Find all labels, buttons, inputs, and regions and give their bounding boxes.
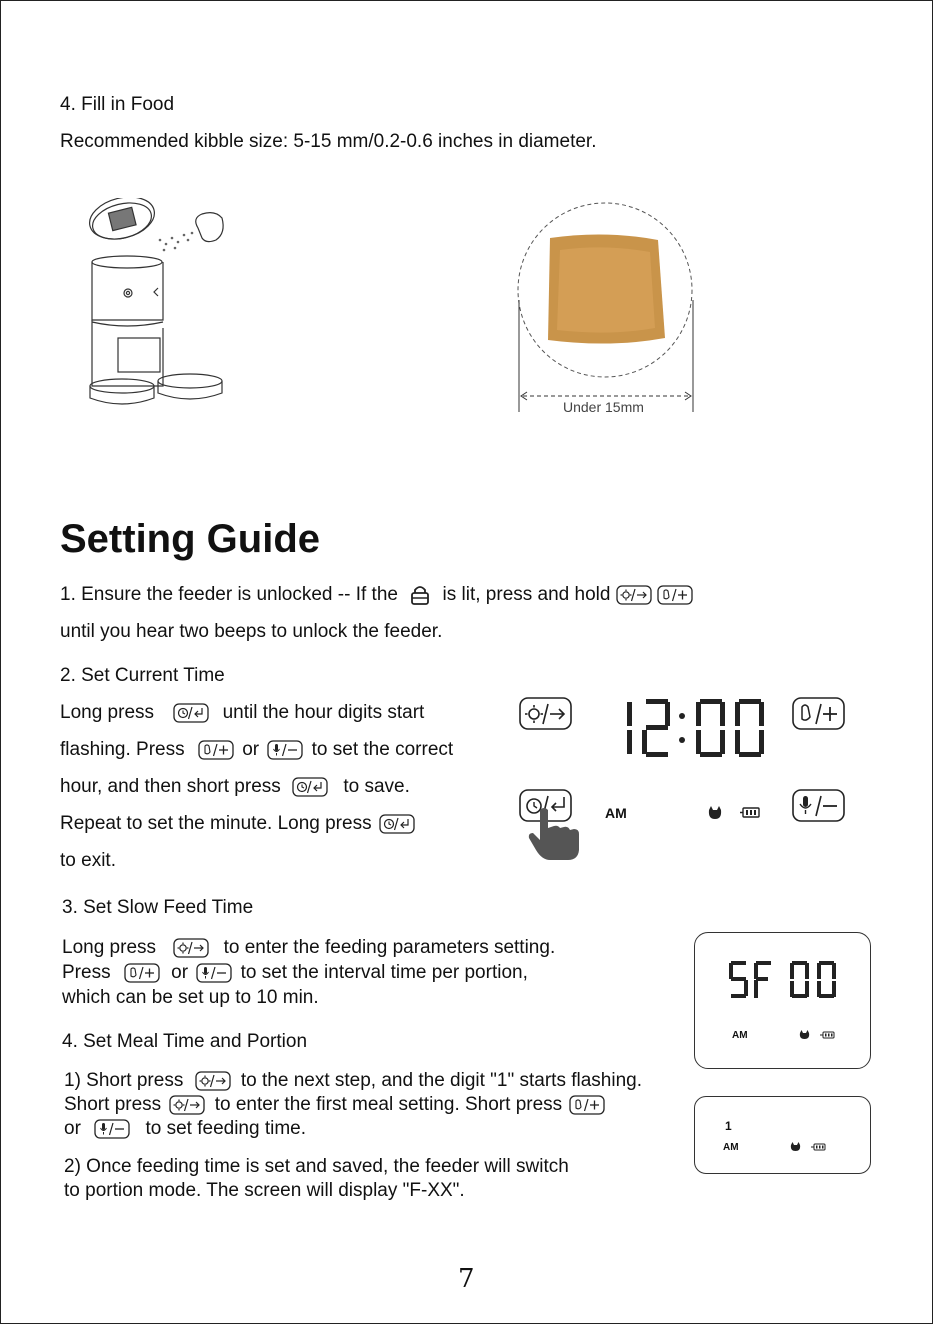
step1-text-a: 1. Ensure the feeder is unlocked -- If the (60, 584, 398, 606)
page-number: 7 (458, 1264, 475, 1294)
slow-feed-display (728, 960, 838, 1000)
clock-display (620, 698, 765, 758)
step4-heading: 4. Set Meal Time and Portion (62, 1031, 308, 1052)
step3-line1 (62, 937, 555, 959)
step2-line4 (60, 813, 415, 835)
settings-next-button (519, 697, 573, 731)
feeder-illustration (80, 198, 230, 413)
step4-line4: 2) Once feeding time is set and saved, the feeder will switch (64, 1156, 569, 1177)
step2-l1a: Long press (60, 702, 155, 723)
settings-next-button-icon (616, 585, 652, 605)
step3-l2a: Press (62, 962, 111, 983)
step3-l1b: to enter the feeding parameters setting. (223, 937, 556, 958)
kibble-size-text: Recommended kibble size: 5-15 mm/0.2-0.6 inches in diameter. (60, 131, 597, 152)
step4-line2 (64, 1094, 605, 1116)
step1-text-b: is lit, press and hold (442, 584, 611, 606)
step4-l1a: 1) Short press (64, 1070, 184, 1091)
settings-next-button-icon (169, 1095, 205, 1115)
slow-feed-display-panel (694, 932, 871, 1069)
fill-food-heading: 4. Fill in Food (60, 94, 175, 115)
feed-plus-button-icon (198, 740, 234, 760)
step2-l2c: to set the correct (311, 739, 454, 760)
step2-l2b: or (242, 739, 260, 760)
clock-return-button-icon (292, 777, 328, 797)
page-title: Setting Guide (60, 517, 320, 561)
step4-l2a: Short press (64, 1094, 162, 1115)
step2-l4a: Repeat to set the minute. Long press (60, 813, 372, 834)
step1-line2: until you hear two beeps to unlock the feeder. (60, 621, 443, 642)
feed-plus-button-icon (124, 963, 160, 983)
step2-line3 (60, 776, 410, 798)
step2-line5: to exit. (60, 850, 116, 871)
mic-minus-button (792, 789, 846, 823)
step4-l3a: or (64, 1118, 81, 1139)
step3-l1a: Long press (62, 937, 157, 958)
step4-l1b: to the next step, and the digit "1" starts flashing. (240, 1070, 643, 1091)
step1-line1 (60, 583, 693, 607)
step2-l3a: hour, and then short press (60, 776, 281, 797)
step2-line2 (60, 739, 453, 761)
feed-bowl-icon (709, 806, 721, 819)
step2-line1 (60, 702, 424, 724)
step3-l2c: to set the interval time per portion, (240, 962, 528, 983)
mic-minus-button-icon (94, 1119, 130, 1139)
dimension-label: Under 15mm (563, 399, 644, 415)
feed-plus-button-icon (657, 585, 693, 605)
am-indicator: AM (605, 805, 627, 821)
pointing-hand-icon (526, 804, 582, 862)
am-indicator: AM (732, 1030, 748, 1041)
settings-next-button-icon (173, 938, 209, 958)
settings-next-button-icon (195, 1071, 231, 1091)
step4-l2b: to enter the first meal setting. Short press (214, 1094, 563, 1115)
step3-heading: 3. Set Slow Feed Time (62, 897, 254, 918)
status-icons (798, 1029, 838, 1041)
meal-display-panel (694, 1096, 871, 1174)
step2-l3b: to save. (343, 776, 410, 797)
kibble-size-illustration (515, 200, 700, 415)
step4-line1 (64, 1070, 642, 1092)
status-icons (789, 1141, 829, 1153)
mic-minus-button-icon (267, 740, 303, 760)
am-indicator: AM (723, 1142, 739, 1153)
step3-l2b: or (171, 962, 189, 983)
clock-return-button-icon (173, 703, 209, 723)
step3-line2 (62, 962, 528, 984)
meal-digit: 1 (725, 1119, 732, 1133)
feed-plus-button-icon (569, 1095, 605, 1115)
step4-line3 (64, 1118, 306, 1140)
step2-l2a: flashing. Press (60, 739, 185, 760)
feed-plus-button (792, 697, 846, 731)
step4-line5: to portion mode. The screen will display "F-XX". (64, 1180, 465, 1201)
step4-l3b: to set feeding time. (145, 1118, 307, 1139)
step2-l1b: until the hour digits start (222, 702, 425, 723)
mic-minus-button-icon (196, 963, 232, 983)
lock-icon (407, 583, 433, 607)
step3-line3: which can be set up to 10 min. (62, 987, 319, 1008)
step2-heading: 2. Set Current Time (60, 665, 225, 686)
clock-return-button-icon (379, 814, 415, 834)
status-icons (706, 804, 762, 822)
